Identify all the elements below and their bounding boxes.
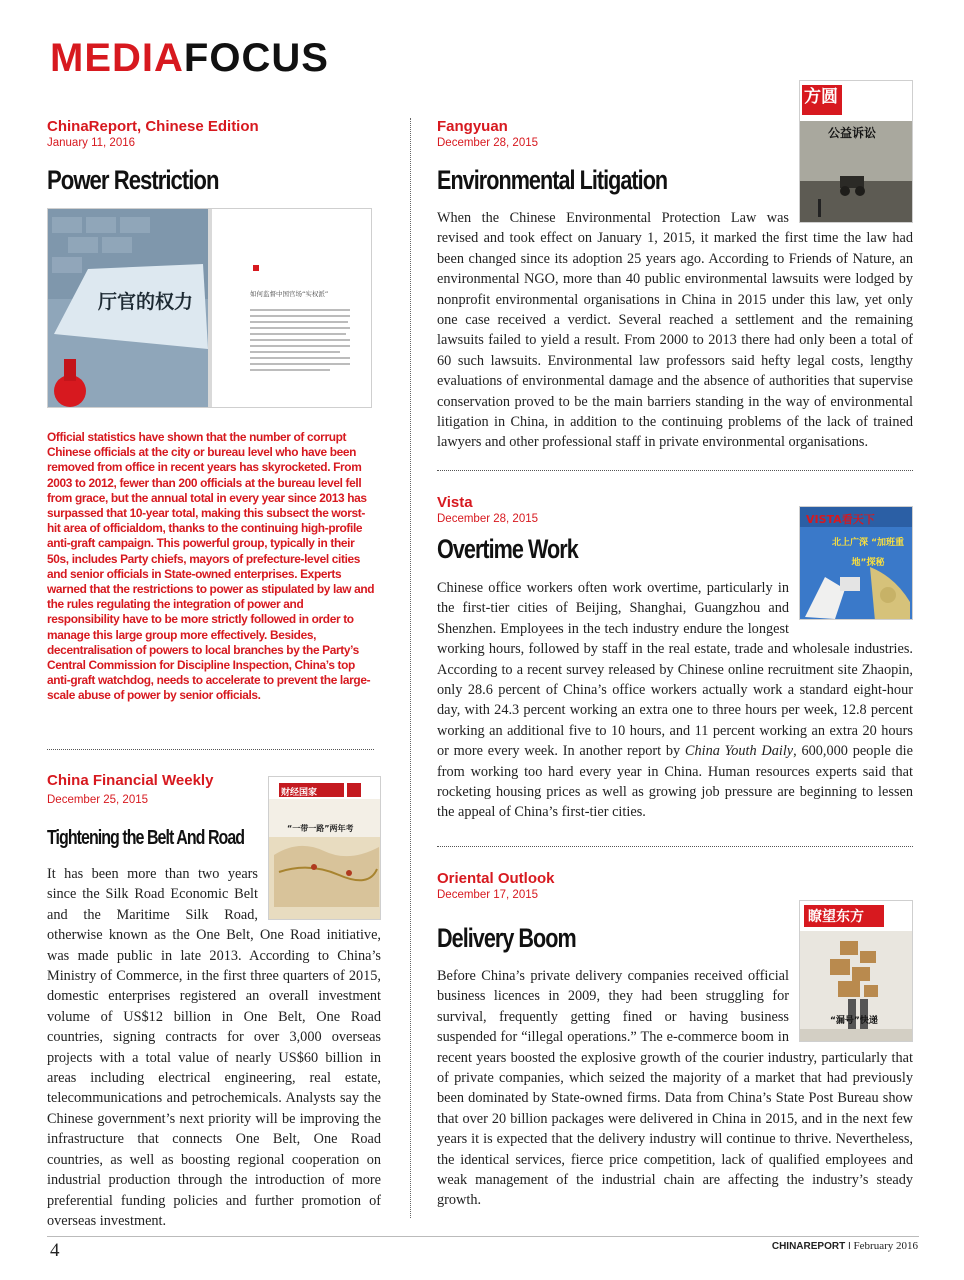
- article-headline: Tightening the Belt And Road: [47, 827, 245, 849]
- article-date: December 17, 2015: [437, 889, 539, 901]
- section-divider: [437, 846, 913, 847]
- cover-subtitle-cn: 北上广深 “加班重地”探秘: [831, 538, 905, 569]
- masthead-focus: FOCUS: [183, 36, 329, 80]
- article-delivery-boom: [437, 870, 777, 902]
- article-body-text: It has been more than two years since the Silk Road Economic Belt and the Maritime Silk Road, otherwise known as the One Belt, One Road initiative, was made public in late 2013. According to China’s Ministry of Commerce, in the first three quarters of 2015, domestic enterprises registered an overall investment volume of US$12 billion in One Belt, One Road countries, signing contracts for over 3,000 overseas projects with a total value of nearly US$60 billion in areas including electrical engineering, real estate, telecommunications and petrochemicals. Analysts say the Chinese government’s next priority will be improving the infrastructure that connects One Belt, One Road countries, as well as boosting regional cooperation on industrial production through the introduction of more preferential funding policies and further promotion of overseas investment.: [47, 866, 381, 1229]
- article-spread-image: [47, 208, 372, 408]
- article-environmental-litigation: [437, 118, 777, 150]
- article-source: Oriental Outlook: [437, 870, 555, 887]
- article-body-text: Before China’s private delivery companies received official business licences in 2009, they had been struggling for survival, frequently getting fined or having business suspended for “illegal operations.” The e-commerce boom in recent years boosted the explosive growth of the courier industry, particularly that of private companies, which seized the majority of a market that had previously been dominated by State-owned firms. Data from China’s State Post Bureau show that over 20 billion packages were delivered in China in 2015, and in the next few years it is expected that the delivery industry will continue to thrive. Nevertheless, the identical services, fierce price competition, lack of qualified employees and weak management of the industrial chain are affecting the industry’s steady growth.: [437, 968, 913, 1209]
- article-headline: Delivery Boom: [437, 923, 576, 953]
- article-body-text-cont: , 600,000 people die from working too hard every year in China. Human resources experts said that rocketing housing prices as well as growing job pressure are beginning to lessen the appeal of China’s first-tier cities.: [437, 743, 914, 821]
- cover-subtitle-cn: “漏号”快递: [830, 1016, 878, 1026]
- article-belt-road: [47, 772, 257, 807]
- masthead-media: MEDIA: [50, 36, 184, 80]
- magazine-cover: [799, 80, 913, 223]
- article-body-text: Chinese office workers often work overtime, particularly in the first-tier cities of Beijing, Shanghai, Guangzhou and Shenzhen. Employees in the tech industry endure the longest working hours, followed by staff in the real estate, trade and wholesale industries. According to a recent survey released by Chinese online recruitment site Zhaopin, only 28.6 percent of China’s office workers actually work a standard eight-hour day, with 24.3 percent working an extra one to three hours per week, 12.8 percent working an additional five to 10 hours, and 11 percent working an extra 20 hours or more every week. In another report by: [437, 580, 913, 760]
- article-source: ChinaReport, Chinese Edition: [47, 118, 259, 135]
- article-headline: Power Restriction: [47, 165, 219, 195]
- footer-brand-name: CHINAREPORT: [771, 1241, 846, 1252]
- page-number: 4: [50, 1240, 60, 1261]
- cover-title-cn: 财经国家: [281, 788, 318, 798]
- cover-subtitle-cn: “一带一路”两年考: [287, 824, 354, 833]
- masthead: [50, 38, 329, 78]
- footer-rule: [47, 1236, 919, 1237]
- cover-subtitle-cn: 公益诉讼: [828, 126, 877, 140]
- magazine-cover: [799, 506, 913, 620]
- article-date: January 11, 2016: [47, 137, 136, 149]
- article-date: December 28, 2015: [437, 513, 539, 525]
- article-source: Fangyuan: [437, 118, 508, 135]
- section-divider: [47, 749, 374, 750]
- publication-name: China Youth Daily: [684, 743, 794, 760]
- article-headline: Environmental Litigation: [437, 165, 668, 195]
- footer-separator: I: [847, 1241, 851, 1252]
- cover-title-cn: 瞭望东方: [808, 909, 864, 925]
- section-divider: [437, 470, 913, 471]
- article-lead: Official statistics have shown that the number of corrupt Chinese officials at the city or bureau level who have been removed from office in recent years has skyrocketed. From 2003 to 2012, fewer than 200 officials at the bureau level fell from grace, but the annual total in every year since 2013 has surpassed that 10-year total, making this subsect the worst-hit area of officialdom, thanks to the continuing high-profile anti-graft campaign. This powerful group, typically in their 50s, includes Party chiefs, mayors of prefecture-level cities and senior officials in State-owned enterprises. Experts warned that the restrictions to power as stipulated by law and the rules regulating the integration of power and responsibility have to be more strictly followed in order to manage this large group more effectively. Besides, decentralisation of powers to local branches by the Party’s Central Commission for Discipline Inspection, China’s top anti-graft watchdog, needs to accelerate to prevent the large-scale abuse of power by senior officials.: [47, 430, 375, 703]
- cover-title-cn: 方圆: [804, 87, 838, 107]
- spread-page-title-cn: 如何监督中国官场“实权派”: [250, 290, 329, 298]
- article-date: December 28, 2015: [437, 137, 539, 149]
- article-overtime-work: [437, 494, 777, 526]
- article-date: December 25, 2015: [47, 794, 149, 806]
- article-headline: Overtime Work: [437, 534, 578, 564]
- cover-title-cn: VISTA看天下: [806, 513, 875, 526]
- article-source: China Financial Weekly: [47, 772, 214, 789]
- magazine-cover: [799, 900, 913, 1042]
- magazine-cover: [268, 776, 381, 920]
- article-source: Vista: [437, 494, 473, 511]
- spread-title-cn: 厅官的权力: [98, 291, 194, 313]
- column-divider: [410, 118, 411, 1218]
- spread-illustration: [48, 209, 372, 408]
- footer-issue: February 2016: [853, 1240, 918, 1252]
- article-body-text: When the Chinese Environmental Protection Law was revised and took effect on January 1, 2015, it marked the first time the law had been changed since its adoption 25 years ago. According to Friends of Nature, an environmental NGO, more than 40 public environmental lawsuits were lodged by nonprofit environmental organisations in China in 2015 under this law, yet only one case received a verdict. Several reached a settlement and the remaining lawsuits failed to yield a result. From 2000 to 2013 there had only been a total of 60 such lawsuits. Environmental law professors said hefty legal costs, lengthy evaluations of environmental damage and the absence of authorities that supervise conservation proved to be the main barriers standing in the way of environmental litigation in China, in addition to the continuing problems of the lack of trained lawyers and other professional staff in private environmental organisations.: [437, 210, 913, 451]
- article-power-restriction: [47, 118, 383, 150]
- footer-brand: [772, 1240, 918, 1252]
